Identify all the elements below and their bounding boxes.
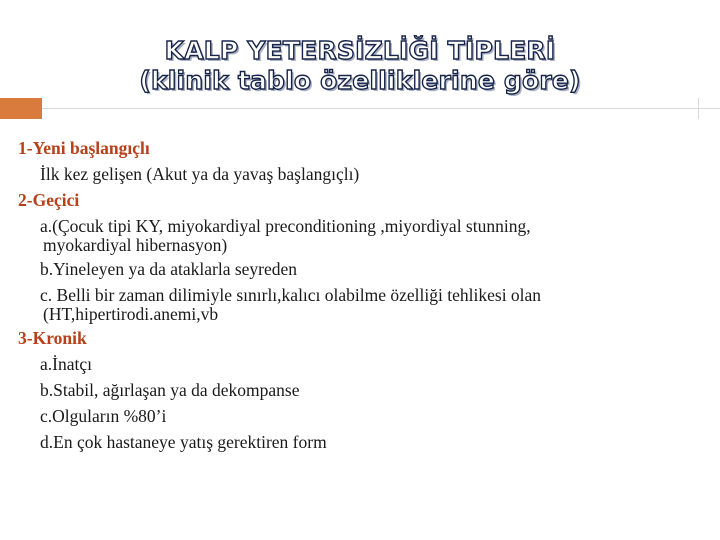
list-item-text: a.(Çocuk tipi KY, miyokardiyal preconditioning ,miyordiyal stunning, [40,216,531,236]
accent-divider-notch [698,98,699,119]
list-item-text: b.Stabil, ağırlaşan ya da dekompanse [40,380,300,400]
list-item-text: İlk kez gelişen (Akut ya da yavaş başlangıçlı) [40,164,360,184]
section-heading-kronik: 3-Kronik [18,328,87,348]
list-item-continuation: (HT,hipertirodi.anemi,vb [43,304,219,324]
list-item-text: c. Belli bir zaman dilimiyle sınırlı,kalıcı olabilme özelliği tehlikesi olan [40,285,542,305]
list-item [18,405,698,427]
content-body [18,137,698,453]
section-heading-yeni: 1-Yeni başlangıçlı [18,138,150,158]
slide-title-line2: (klinik tablo özelliklerine göre) [139,66,581,95]
list-item [18,353,698,375]
list-item [18,258,698,280]
list-item [18,215,698,254]
list-item [18,431,698,453]
slide-title-line1: KALP YETERSİZLİĞİ TİPLERİ [164,36,556,65]
accent-box [0,98,42,119]
list-item [18,379,698,401]
list-item-text: a.İnatçı [40,354,92,374]
section-heading-gecici: 2-Geçici [18,190,80,210]
list-item [18,284,698,323]
list-item-continuation: myokardiyal hibernasyon) [43,235,228,255]
accent-divider [42,108,720,109]
list-item-text: d.En çok hastaneye yatış gerektiren form [40,432,327,452]
list-item-text: b.Yineleyen ya da ataklarla seyreden [40,259,298,279]
list-item-text: c.Olguların %80’i [40,406,167,426]
list-item [18,163,698,185]
